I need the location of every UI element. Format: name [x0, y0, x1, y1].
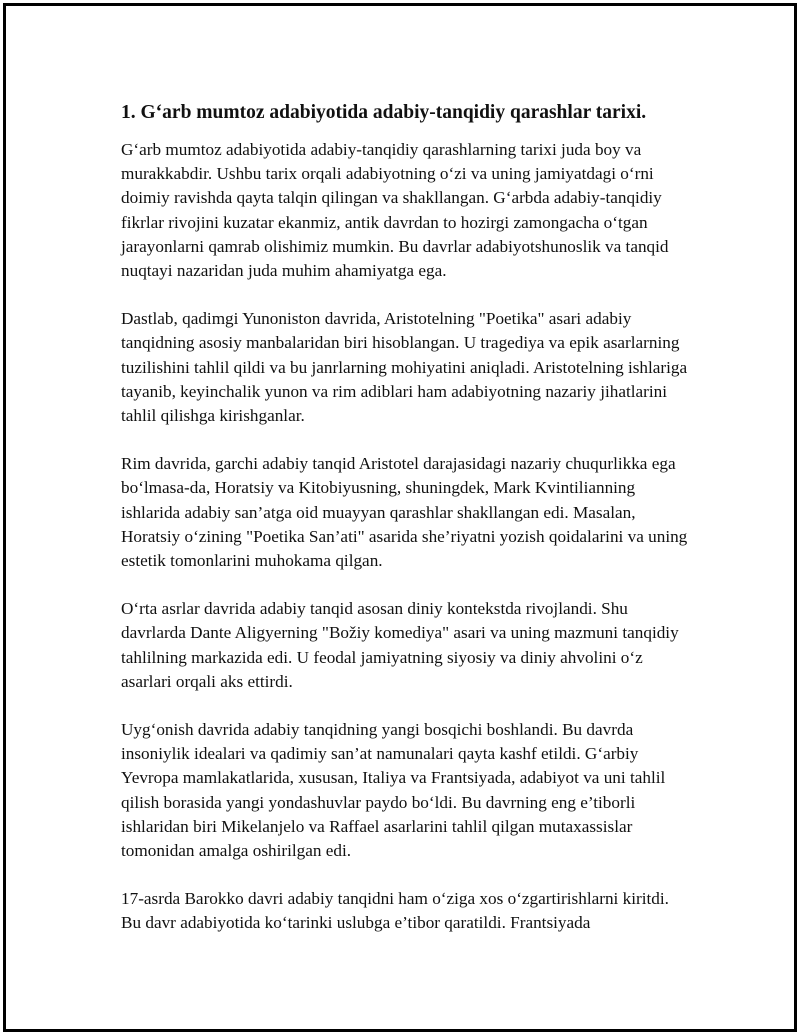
- section-heading: 1. G‘arb mumtoz adabiyotida adabiy-tanqidiy qarashlar tarixi.: [121, 102, 647, 123]
- paragraph-renaissance: Uyg‘onish davrida adabiy tanqidning yangi bosqichi boshlandi. Bu davrda insoniylik idealari va qadimiy san’at namunalari qayta kashf etildi. G‘arbiy Yevropa mamlakatlarida, xususan, Italiya va Frantsiyada, adabiyot va uni tahlil qilish borasida yangi yondashuvlar paydo bo‘ldi. Bu davrning eng e’tiborli ishlaridan biri Mikelanjelo va Raffael asarlarini tahlil qilgan mutaxassislar tomonidan amalga oshirilgan edi.: [121, 720, 666, 861]
- paragraph-ancient-greece: Dastlab, qadimgi Yunoniston davrida, Aristotelning "Poetika" asari adabiy tanqidning asosiy manbalaridan biri hisoblangan. U tragediya va epik asarlarning tuzilishini tahlil qildi va bu janrlarning mohiyatini aniqladi. Aristotelning ishlariga tayanib, keyinchalik yunon va rim adiblari ham adabiyotning nazariy jihatlarini tahlil qilishga kirishganlar.: [121, 309, 688, 426]
- paragraph-baroque: 17-asrda Barokko davri adabiy tanqidni ham o‘ziga xos o‘zgartirishlarni kiritdi. Bu davr adabiyotida ko‘tarinki uslubga e’tibor qaratildi. Frantsiyada: [121, 889, 669, 933]
- paragraph-rome: Rim davrida, garchi adabiy tanqid Aristotel darajasidagi nazariy chuqurlikka ega bo‘lmasa-da, Horatsiy va Kitobiyusning, shuningdek, Mark Kvintilianning ishlarida adabiy san’atga oid muayyan qarashlar shakllangan edi. Masalan, Horatsiy o‘zining "Poetika San’ati" asarida she’riyatni yozish qoidalarini va uning estetik tomonlarini muhokama qilgan.: [121, 454, 688, 571]
- document-body: [121, 100, 691, 960]
- page-frame: [3, 3, 797, 1032]
- paragraph-middle-ages: O‘rta asrlar davrida adabiy tanqid asosan diniy kontekstda rivojlandi. Shu davrlarda Dante Aligyerning "Božiy komediya" asari va uning mazmuni tanqidiy tahlilning markazida edi. U feodal jamiyatning siyosiy va diniy ahvolini o‘z asarlari orqali aks ettirdi.: [121, 599, 679, 691]
- paragraph-intro: G‘arb mumtoz adabiyotida adabiy-tanqidiy qarashlarning tarixi juda boy va murakkabdir. Ushbu tarix orqali adabiyotning o‘zi va uning jamiyatdagi o‘rni doimiy ravishda qayta talqin qilingan va shakllangan. G‘arbda adabiy-tanqidiy fikrlar rivojini kuzatar ekanmiz, antik davrdan to hozirgi zamongacha o‘tgan jarayonlarni qamrab olishimiz mumkin. Bu davrlar adabiyotshunoslik va tanqid nuqtayi nazaridan juda muhim ahamiyatga ega.: [121, 140, 669, 281]
